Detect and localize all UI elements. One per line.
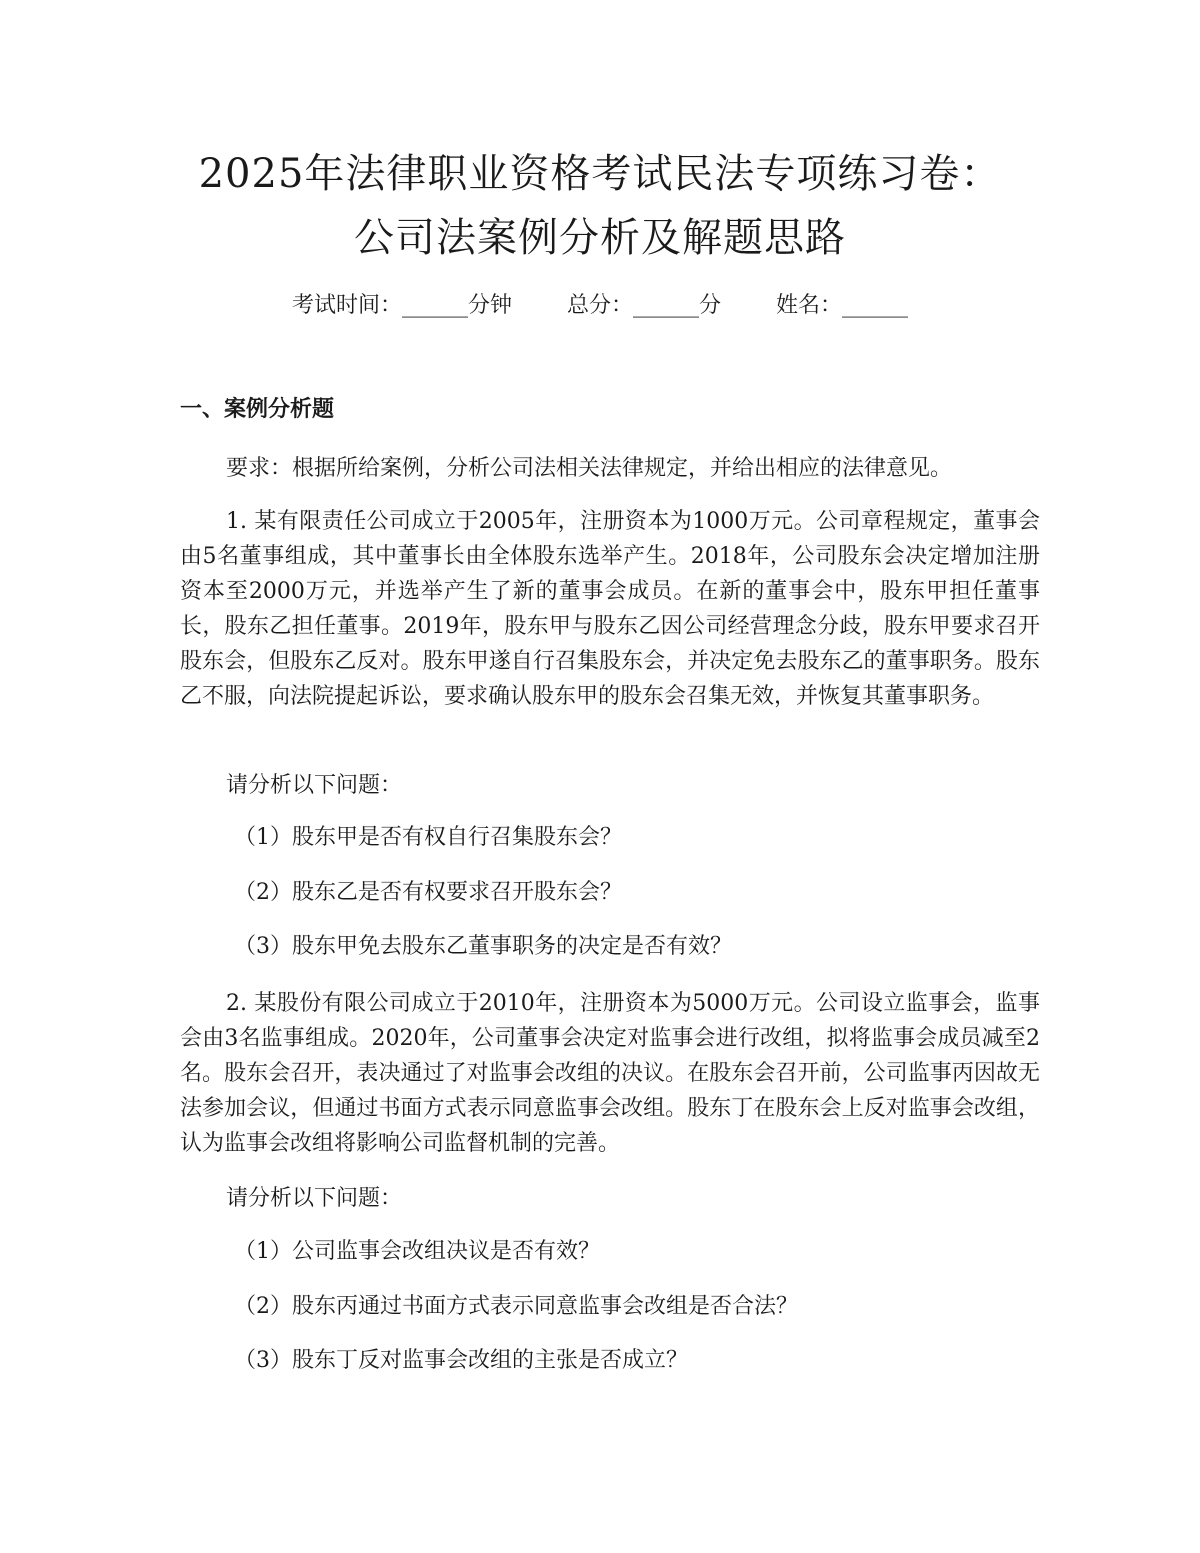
case2-question-2: （2）股东丙通过书面方式表示同意监事会改组是否合法？ <box>234 1294 798 1319</box>
exam-meta <box>0 290 1200 322</box>
case1-question-2: （2）股东乙是否有权要求召开股东会？ <box>234 880 622 905</box>
case1-prompt: 请分析以下问题： <box>226 773 403 798</box>
case2-question-3: （3）股东丁反对监事会改组的主张是否成立？ <box>234 1348 688 1373</box>
case2-prompt: 请分析以下问题： <box>226 1186 403 1211</box>
case2-text: 2. 某股份有限公司成立于2010年，注册资本为5000万元。公司设立监事会，监事会由3名监事组成。2020年，公司董事会决定对监事会进行改组，拟将监事会成员减至2名。股东会召开，表决通过了对监事会改组的决议。在股东会召开前，公司监事丙因故无法参加会议，但通过书面方式表示同意监事会改组。股东丁在股东会上反对监事会改组，认为监事会改组将影响公司监督机制的完善。 <box>180 991 1040 1156</box>
case2-question-1: （1）公司监事会改组决议是否有效？ <box>234 1239 600 1264</box>
requirement-text: 要求：根据所给案例，分析公司法相关法律规定，并给出相应的法律意见。 <box>226 456 953 481</box>
name-field: 姓名：______ <box>776 293 909 318</box>
case1-question-1: （1）股东甲是否有权自行召集股东会？ <box>234 825 622 850</box>
page-title-line2: 公司法案例分析及解题思路 <box>354 215 846 261</box>
case1-text: 1. 某有限责任公司成立于2005年，注册资本为1000万元。公司章程规定，董事会由5名董事组成，其中董事长由全体股东选举产生。2018年，公司股东会决定增加注册资本至2000万元，并选举产生了新的董事会成员。在新的董事会中，股东甲担任董事长，股东乙担任董事。2019年，股东甲与股东乙因公司经营理念分歧，股东甲要求召开股东会，但股东乙反对。股东甲遂自行召集股东会，并决定免去股东乙的董事职务。股东乙不服，向法院提起诉讼，要求确认股东甲的股东会召集无效，并恢复其董事职务。 <box>180 509 1040 709</box>
section-heading: 一、案例分析题 <box>180 397 335 422</box>
exam-time-field: 考试时间：______分钟 <box>291 293 512 318</box>
total-score-field: 总分：______分 <box>566 293 721 318</box>
page-title-line1: 2025年法律职业资格考试民法专项练习卷： <box>198 151 1002 197</box>
case1-question-3: （3）股东甲免去股东乙董事职务的决定是否有效？ <box>234 934 732 959</box>
